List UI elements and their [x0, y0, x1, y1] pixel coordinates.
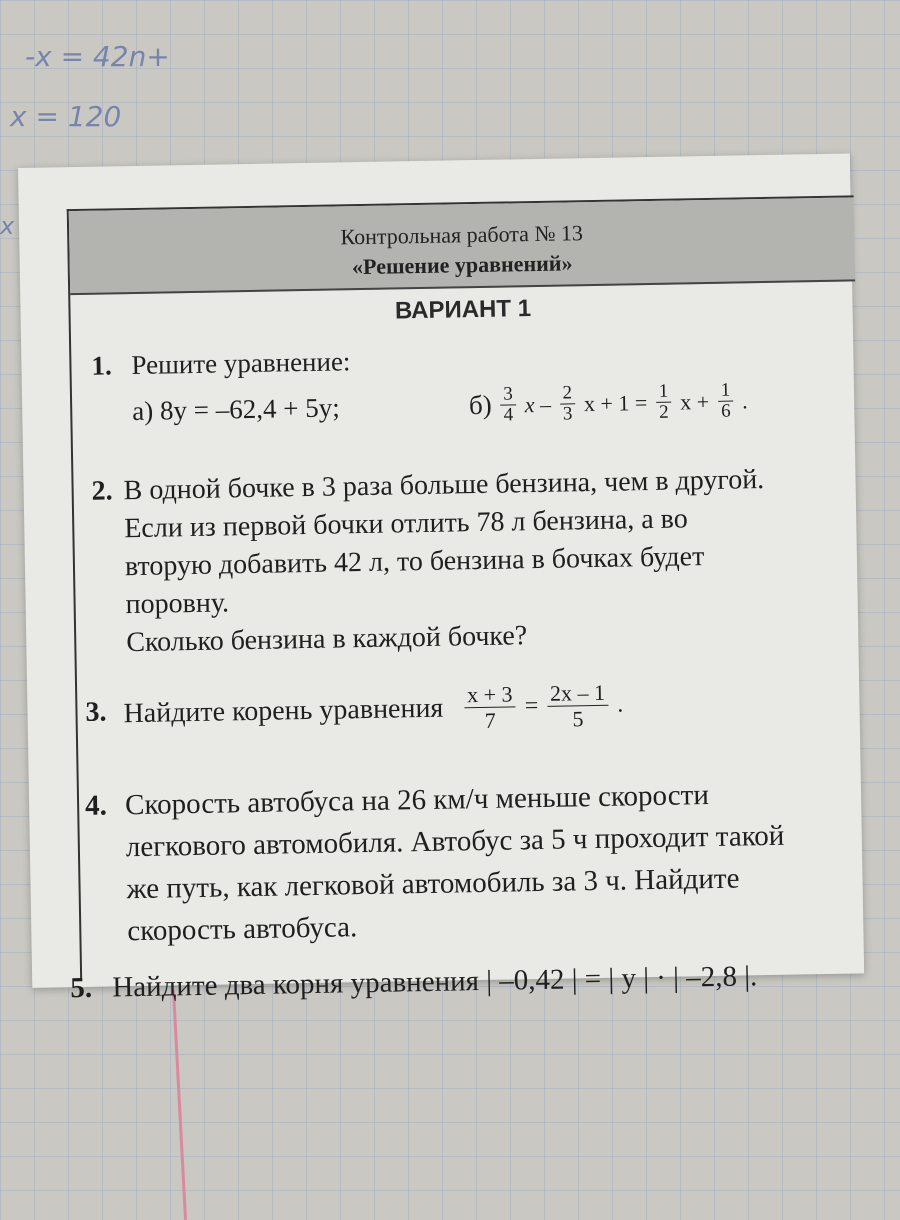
task-3-number: 3.: [85, 696, 107, 728]
task-2-line-2: Если из первой бочки отлить 78 л бензина, а во: [124, 503, 688, 545]
task-1-equations: [132, 377, 900, 432]
handwritten-note-1: -x = 42n+: [25, 40, 170, 73]
test-topic: «Решение уравнений»: [351, 250, 573, 280]
task-5-text: Найдите два корня уравнения | –0,42 | = | y | · | –2,8 |.: [112, 960, 758, 1004]
header-band: [69, 197, 855, 295]
fraction-1-2: $\frac{1}{2}$: [656, 382, 672, 423]
task-4-line-4: скорость автобуса.: [127, 911, 358, 948]
task-3: [85, 674, 900, 739]
task-5: [70, 957, 900, 1006]
task-4-number: 4.: [84, 789, 108, 822]
task-3-equals: =: [524, 693, 539, 720]
task-1-text: Решите уравнение:: [131, 346, 351, 381]
task-1-part-a: а) 8y = –62,4 + 5y;: [131, 392, 340, 427]
task-4-line-2: легкового автомобиля. Автобус за 5 ч проходит такой: [125, 819, 785, 864]
part-b-end: .: [741, 388, 748, 414]
handwritten-note-3: x: [0, 212, 15, 240]
part-b-term-2: x + 1 =: [583, 390, 648, 417]
part-b-term-3: x +: [680, 388, 710, 415]
fraction-3-4: $\frac{3}{4}$: [500, 384, 516, 425]
task-2-line-4: поровну.: [125, 587, 230, 621]
task-3-end: .: [617, 691, 624, 718]
fraction-x-plus-3-over-7: $\frac{x + 3}{7}$: [464, 681, 516, 733]
variant-heading: ВАРИАНТ 1: [394, 295, 532, 325]
task-4-line-1: Скорость автобуса на 26 км/ч меньше скорости: [124, 779, 710, 822]
part-b-term-1: x –: [524, 391, 552, 418]
task-5-number: 5.: [70, 971, 93, 1005]
notebook-margin-line: [172, 990, 187, 1220]
task-2-line-1: В одной бочке в 3 раза больше бензина, чем в другой.: [123, 464, 765, 507]
test-title: Контрольная работа № 13: [340, 220, 584, 250]
task-4-line-3: же путь, как легковой автомобиль за 3 ч. Найдите: [126, 862, 740, 906]
task-2-line-5: Сколько бензина в каждой бочке?: [126, 620, 528, 659]
task-2: [91, 458, 900, 662]
test-sheet: [18, 153, 864, 1005]
task-2-number: 2.: [91, 475, 113, 507]
task-1-part-b-label: б): [468, 389, 492, 421]
task-2-line-3: вторую добавить 42 л, то бензина в бочках будет: [124, 541, 705, 583]
task-3-text: Найдите корень уравнения: [123, 692, 444, 730]
fraction-2x-minus-1-over-5: $\frac{2x - 1}{5}$: [547, 680, 609, 732]
task-4: [84, 770, 900, 952]
task-1: [91, 334, 900, 432]
sheet-frame: [67, 195, 867, 1005]
fraction-1-6: $\frac{1}{6}$: [718, 381, 734, 422]
fraction-2-3: $\frac{2}{3}$: [559, 383, 575, 424]
handwritten-note-2: x = 120: [10, 100, 122, 133]
task-1-number: 1.: [91, 350, 112, 381]
